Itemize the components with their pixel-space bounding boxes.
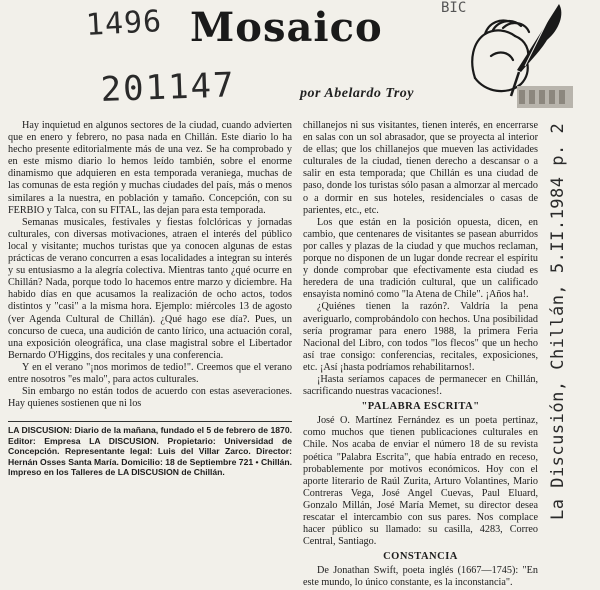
- byline: por Abelardo Troy: [300, 86, 415, 101]
- left-column: [8, 120, 292, 410]
- paragraph: Los que están en la posición opuesta, dicen, en cambio, que centenares de visitantes se pasean aburridos por calles y plazas de la ciudad y que muchos reclaman, porque no disponen de un lugar donde recrear el espíritu y donde comprobar que efectivamente esta ciudad es heredera de una tradición cultural, que un calificado ensayista nominó como "la Atena de Chile". ¡Años ha!.: [303, 216, 538, 301]
- paragraph: Sin embargo no están todos de acuerdo con estas aseveraciones. Hay quienes sostienen que ni los: [8, 386, 292, 410]
- handwritten-year: 1496: [85, 4, 163, 43]
- paragraph: chillanejos ni sus visitantes, tienen interés, en encerrarse en salas con un sol abrasador, que se proyecta al interior de ellas; que los chillanejos que mueven las actividades culturales de la ciudad, tienen derecho a descansar o a salir en esta temporada; que Chillán es una ciudad de paso, donde los turistas sólo pasan a almorzar al mercado o a dormir en sus hoteles, residenciales o casas de parientes, etc., etc.: [303, 120, 538, 216]
- right-column: [303, 120, 538, 590]
- paragraph: José O. Martínez Fernández es un poeta pertinaz, como muchos que tienen publicaciones culturales en Chile. Nos acaba de enviar el número 18 de su revista poética "Palabra Escrita", que había entrado en receso, probablemente por motivos económicos. Hoy con el aporte literario de Raúl Zurita, Arturo Volantines, Mario Contreras Vega, José Angel Cuevas, Paul Eluard, Gonzalo Millán, José María Memet, su director desea rescatar el intercambio con sus pares. Nos complace hacer público su llamado: su casilla, 4283, Correo Central, Santiago.: [303, 415, 538, 548]
- subheading-palabra-escrita: "PALABRA ESCRITA": [361, 401, 480, 413]
- paragraph: Y en el verano "¡nos morimos de tedio!". Creemos que el verano entre nosotros "es malo", para actos culturales.: [8, 361, 292, 385]
- paragraph: ¿Quiénes tienen la razón?. Valdría la pena averiguarlo, comprobándolo con hechos. Una posibilidad sería programar para enero 1988, la primera Feria Nacional del Libro, con todos "los flecos" que un hecho así trae consigo: conferencias, recitales, exposiciones, etc. ¡Así ¡hasta podríamos rehabilitarnos!.: [303, 301, 538, 373]
- newspaper-colophon: LA DISCUSION: Diario de la mañana, fundado el 5 de febrero de 1870. Editor: Empresa LA DISCUSION. Propietario: Universidad de Concepción. Representante legal: Luis del Villar Zarco. Director: Hernán Osses Santa María. Domicilio: 18 de Septiembre 721 • Chillán. Impreso en los Talleres de LA DISCUSION de Chillán.: [8, 421, 292, 478]
- paragraph: Hay inquietud en algunos sectores de la ciudad, cuando advierten que en enero y febrero, no pasa nada en Chillán. Este diario lo ha hecho presente editorialmente más de una vez. Se ha comprobado y en este mismo diario lo hemos leído también, sobre el enorme dinamismo que adquieren en esta temporada veraniega, muchas de las comunas de esta región y muchas ciudades del país, más o menos similares a la nuestra, en población y tamaño. Concepción, con su FERBIO y Talca, con su FITAL, las dejan para esta temporada.: [8, 120, 292, 216]
- paragraph: ¡Hasta seríamos capaces de permanecer en Chillán, sacrificando nuestras vacaciones!.: [303, 373, 538, 398]
- handwritten-source-note: La Discusión, Chillán, 5.II.1984 p. 2: [548, 122, 568, 520]
- handwritten-record-id: 201147: [100, 65, 237, 110]
- archive-mark: BIC: [441, 0, 467, 16]
- subheading-constancia: CONSTANCIA: [383, 551, 458, 563]
- column-title: Mosaico: [190, 4, 383, 51]
- paragraph: De Jonathan Swift, poeta inglés (1667—1745): "En este mundo, lo único constante, es la inconstancia".: [303, 565, 538, 589]
- paragraph: Semanas musicales, festivales y fiestas folclóricas y jornadas culturales, con diversas motivaciones, atraen el interés del público local y visitante; muchos turistas que ya conocen algunas de estas prácticas de verano concurren a esas localidades a integran su interés y su entusiasmo a la alegría colectiva. Mientras tanto ¿qué ocurre en Chillán? Nada, porque todo lo hacemos entre marzo y diciembre. Ha habido días en que acusamos la realización de ocho actos, todos distintos y "casi" a la misma hora. Ejemplo: miércoles 13 de agosto (ver Agenda Cultural de Chillán). ¿Qué hago ese día?. Pues, un concurso de cueca, una audición de canto lírico, una actuación coral, una exposición oleográfica, una clase magistral sobre el Libertador Bernardo O'Higgins, dos recitales y una conferencia.: [8, 216, 292, 361]
- quill-hand-logo-icon: [455, 0, 575, 110]
